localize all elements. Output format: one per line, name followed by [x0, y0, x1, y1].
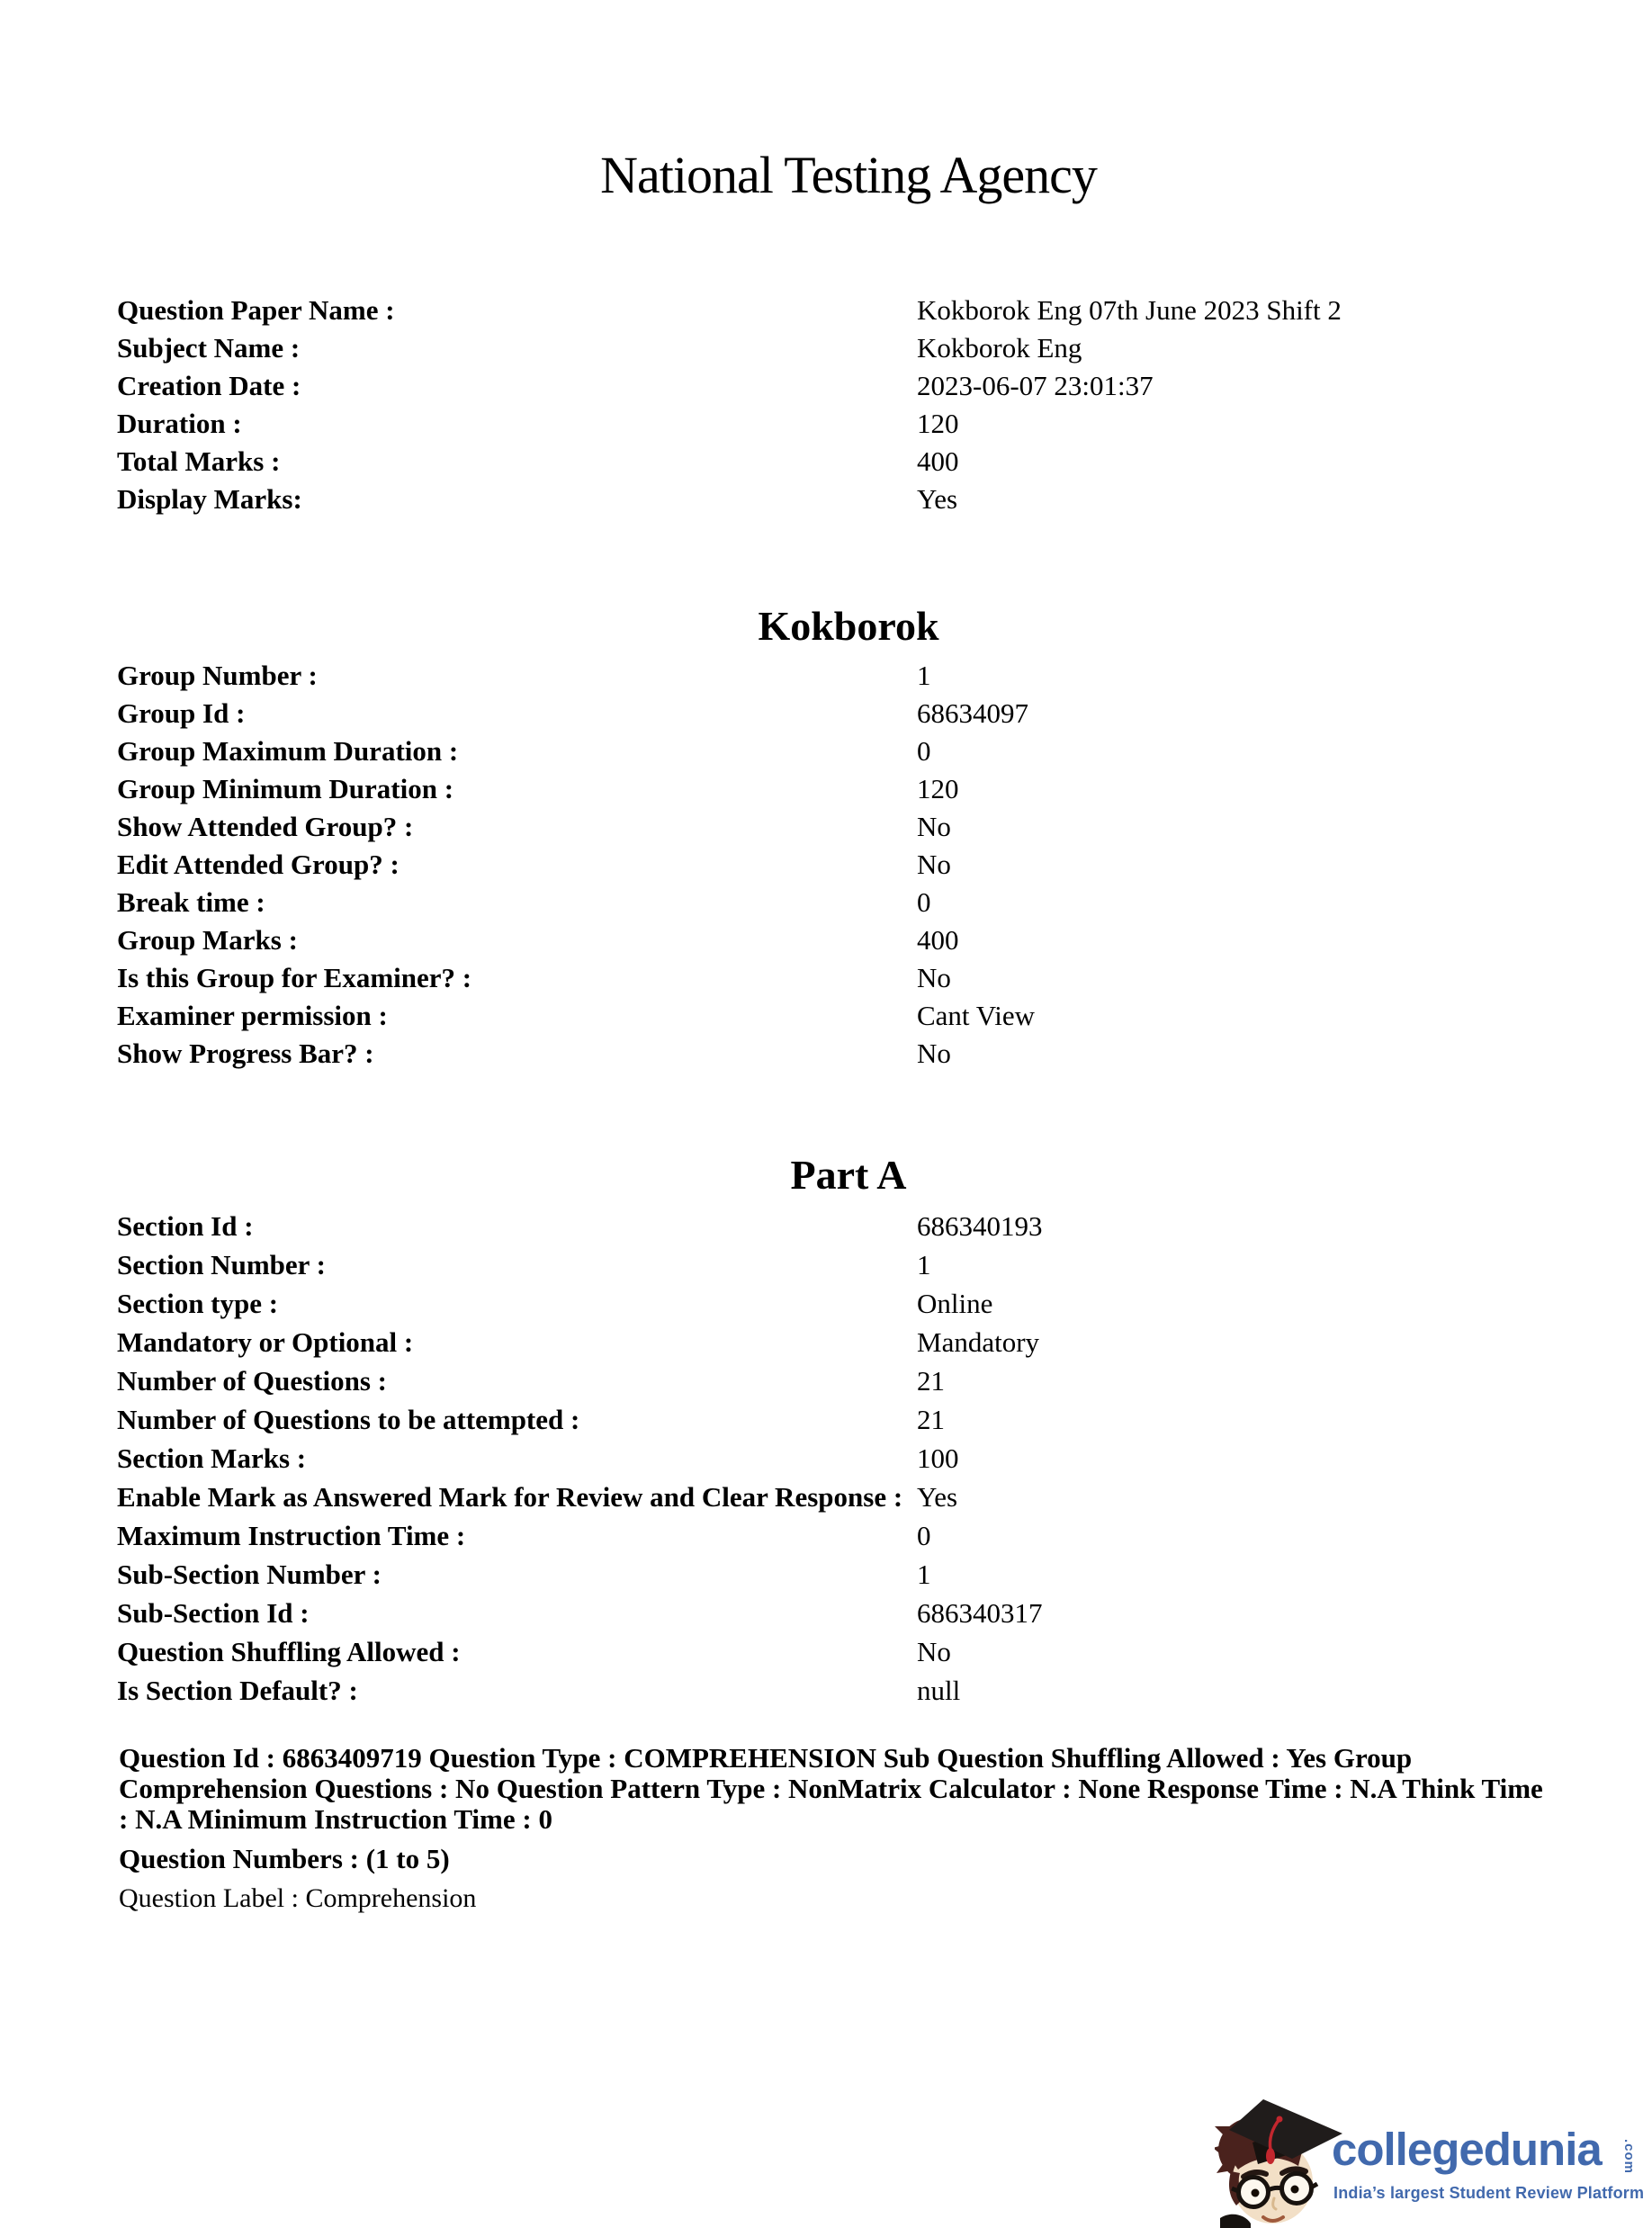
info-row [117, 959, 1611, 997]
collegedunia-tld: .com [1621, 2139, 1637, 2175]
field-label: Total Marks : [117, 445, 281, 477]
info-row [117, 1555, 1611, 1594]
info-row [117, 443, 1611, 481]
info-row [117, 921, 1611, 959]
field-label: Show Progress Bar? : [117, 1038, 374, 1069]
info-row [117, 1207, 1611, 1245]
field-label: Is this Group for Examiner? : [117, 962, 472, 993]
field-value: 0 [917, 1520, 931, 1551]
collegedunia-wordmark: collegedunia [1332, 2124, 1602, 2175]
field-label: Creation Date : [117, 370, 301, 401]
field-label: Enable Mark as Answered Mark for Review and Clear Response : [117, 1481, 903, 1513]
field-label: Sub-Section Id : [117, 1597, 310, 1629]
field-label: Subject Name : [117, 332, 301, 364]
info-row [117, 1478, 1611, 1516]
group-section-heading: Kokborok [758, 603, 939, 649]
field-value: 400 [917, 924, 959, 956]
field-label: Display Marks: [117, 483, 302, 515]
info-row [117, 1594, 1611, 1632]
info-row [117, 1671, 1611, 1710]
section-info-block [117, 1207, 1611, 1710]
question-numbers: Question Numbers : (1 to 5) [119, 1843, 450, 1874]
info-row [117, 657, 1611, 695]
info-row [117, 405, 1611, 443]
field-value: 686340317 [917, 1597, 1043, 1629]
field-value: Kokborok Eng 07th June 2023 Shift 2 [917, 294, 1342, 326]
field-value: No [917, 1636, 951, 1667]
field-label: Break time : [117, 886, 265, 918]
info-row [117, 292, 1611, 329]
field-value: null [917, 1675, 961, 1706]
field-value: Yes [917, 483, 958, 515]
field-label: Section Number : [117, 1249, 326, 1280]
field-value: 1 [917, 1249, 931, 1280]
field-value: Online [917, 1288, 993, 1319]
page-title: National Testing Agency [600, 146, 1097, 204]
info-row [117, 1516, 1611, 1555]
field-label: Question Shuffling Allowed : [117, 1636, 461, 1667]
field-value: 1 [917, 1559, 931, 1590]
field-value: 120 [917, 408, 959, 439]
info-row [117, 997, 1611, 1035]
info-row [117, 1035, 1611, 1073]
field-value: 68634097 [917, 697, 1028, 729]
info-row [117, 884, 1611, 921]
question-meta-line: Question Id : 6863409719 Question Type : COMPREHENSION Sub Question Shuffling Allowed : Yes Group [119, 1742, 1413, 1774]
field-label: Section Marks : [117, 1442, 307, 1474]
field-value: 0 [917, 735, 931, 767]
field-value: 686340193 [917, 1210, 1043, 1242]
field-value: 400 [917, 445, 959, 477]
field-label: Group Maximum Duration : [117, 735, 459, 767]
question-label: Question Label : Comprehension [119, 1883, 477, 1913]
info-row [117, 1361, 1611, 1400]
info-row [117, 1632, 1611, 1671]
info-row [117, 1400, 1611, 1439]
field-value: 21 [917, 1404, 945, 1435]
info-row [117, 1284, 1611, 1323]
field-label: Sub-Section Number : [117, 1559, 382, 1590]
field-label: Group Minimum Duration : [117, 773, 454, 804]
field-label: Is Section Default? : [117, 1675, 358, 1706]
field-value: No [917, 962, 951, 993]
field-label: Examiner permission : [117, 1000, 388, 1031]
field-label: Mandatory or Optional : [117, 1326, 414, 1358]
question-meta-line: : N.A Minimum Instruction Time : 0 [119, 1803, 552, 1835]
field-value: 0 [917, 886, 931, 918]
field-value: Cant View [917, 1000, 1036, 1031]
info-row [117, 1323, 1611, 1361]
info-row [117, 695, 1611, 732]
group-info-block [117, 657, 1611, 1073]
field-value: Yes [917, 1481, 958, 1513]
info-row [117, 732, 1611, 770]
field-label: Group Number : [117, 660, 318, 691]
field-label: Group Marks : [117, 924, 298, 956]
field-label: Question Paper Name : [117, 294, 395, 326]
question-meta-block [119, 1742, 1543, 1914]
field-value: No [917, 849, 951, 880]
field-value: No [917, 811, 951, 842]
field-value: Kokborok Eng [917, 332, 1082, 364]
field-value: 100 [917, 1442, 959, 1474]
question-meta-line: Comprehension Questions : No Question Pattern Type : NonMatrix Calculator : None Response Time : N.A Think Time [119, 1773, 1543, 1804]
field-value: 21 [917, 1365, 945, 1397]
paper-info-block [117, 292, 1611, 518]
info-row [117, 846, 1611, 884]
field-value: 120 [917, 773, 959, 804]
field-label: Group Id : [117, 697, 246, 729]
field-value: 2023-06-07 23:01:37 [917, 370, 1154, 401]
info-row [117, 329, 1611, 367]
field-label: Duration : [117, 408, 242, 439]
part-section-heading: Part A [790, 1152, 907, 1198]
info-row [117, 1245, 1611, 1284]
collegedunia-tagline: India’s largest Student Review Platform [1333, 2184, 1645, 2202]
field-value: Mandatory [917, 1326, 1040, 1358]
info-row [117, 808, 1611, 846]
field-label: Maximum Instruction Time : [117, 1520, 466, 1551]
field-label: Section Id : [117, 1210, 254, 1242]
info-row [117, 367, 1611, 405]
field-label: Edit Attended Group? : [117, 849, 400, 880]
info-row [117, 481, 1611, 518]
field-value: No [917, 1038, 951, 1069]
field-label: Section type : [117, 1288, 279, 1319]
info-row [117, 770, 1611, 808]
info-row [117, 1439, 1611, 1478]
field-value: 1 [917, 660, 931, 691]
collegedunia-mascot-icon [1215, 2098, 1346, 2228]
collegedunia-logo[interactable] [1215, 2092, 1652, 2228]
field-label: Show Attended Group? : [117, 811, 414, 842]
field-label: Number of Questions to be attempted : [117, 1404, 580, 1435]
field-label: Number of Questions : [117, 1365, 387, 1397]
